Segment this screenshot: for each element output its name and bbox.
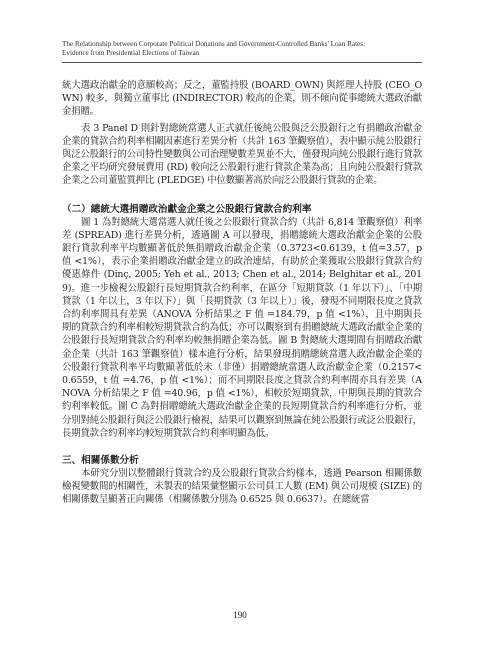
running-header (62, 40, 422, 58)
running-header-title-line1: The Relationship between Corporate Political Donations and Government-Controlled Banks' Loan Rates: (62, 40, 366, 48)
paragraph-correlation: 本研究分別以整體銀行貸款合約及公股銀行貸款合約樣本，透過 Pearson 相關係數檢視變數間的相關性，未製表的結果彙整顯示公司員工人數 (EM) 與公司規模 (SIZE) 的相關係數呈顯著正向關係（相關係數分別為 0.6525 與 0.6637）。在總統當 (62, 468, 422, 506)
page-number: 190 (233, 610, 247, 620)
paragraph-figure-analysis: 圖 1 為對總統大選當選人就任後之公股銀行貸款合約（共計 6,814 筆觀察值）利率差 (SPREAD) 進行差異分析，透過圖 A 可以發現，捐贈總統大選政治獻金企業的公股銀行貸款利率平均數顯著低於無捐贈政治獻金企業（0.3723<0.6139，t 值=3.57，p 值 <1%），表示企業捐贈政治獻金建立的政治連結，有助於企業獲取公股銀行貸款合約優惠條件 (Dinç, 2005; Yeh et al., 2013; Chen et al., 2014; Belghitar et al., 2019)。進一步檢視公股銀行長短期貸款合約利率，在區分「短期貸款（1 年以下）」、「中期貸款（1 年以上，3 年以下）」與「長期貸款（3 年以上）」後，發現不同期限長度之貸款合約利率間具有差異（ANOVA 分析結果之 F 值 =184.79，p 值 <1%），且中期與長期的貸款合約利率相較短期貸款合約為低；亦可以觀察到有捐贈總統大選政治獻金企業的公股銀行長短期貸款合約利率均較無捐贈企業為低。圖 B 對總統大選期間有捐贈政治獻金企業（共計 163 筆觀察值）樣本進行分析，結果發現捐贈總統當選人政治獻金企業的公股銀行貸款利率平均數顯著低於未（非僅）捐贈總統當選人政治獻金企業（0.2157<0.6559，t 值 =4.76，p 值 <1%）；而不同期限長度之貸款合約利率間亦具有差異（ANOVA 分析結果之 F 值 =40.96，p 值 <1%），相較於短期貸款，中期與長期的貸款合約利率較低。圖 C 為對捐贈總統大選政治獻金企業的長短期貸款合約利率進行分析，並分別對純公股銀行與泛公股銀行檢視，結果可以觀察到無論在純公股銀行或泛公股銀行，長期貸款合約利率均較短期貸款合約利率明顯為低。 (62, 216, 422, 439)
paragraph-continuation: 統大選政治獻金的意願較高；反之，董監持股 (BOARD_OWN) 與經理人持股 (CEO_OWN) 較多，與獨立董事比 (INDIRECTOR) 較高的企業，則不傾向從事總統大選政治獻金捐贈。 (62, 80, 422, 118)
paragraph-panel-d: 表 3 Panel D 則針對總統當選人正式就任後純公股與泛公股銀行之有捐贈政治獻金企業的貸款合約利率相關因素進行差異分析（共計 163 筆觀察值），表中顯示純公股銀行與泛公股銀行的公司特性變數與公司治理變數差異並不大，僅發現向純公股銀行進行貸款企業之平均研究發展費用 (RD) 較向泛公股銀行進行貸款企業為高；且向純公股銀行貸款企業之公司董監質押比 (PLEDGE) 中位數顯著高於向泛公股銀行貸款的企業。 (62, 122, 422, 187)
body-text (62, 79, 422, 507)
section-heading-loan-rates: （二）總統大選捐贈政治獻金企業之公股銀行貸款合約利率 (62, 203, 312, 215)
running-header-title-line2: Evidence from Presidential Elections of Taiwan (62, 49, 200, 57)
header-rule (62, 62, 422, 63)
section-heading-correlation: 三、相關係數分析 (62, 455, 139, 467)
